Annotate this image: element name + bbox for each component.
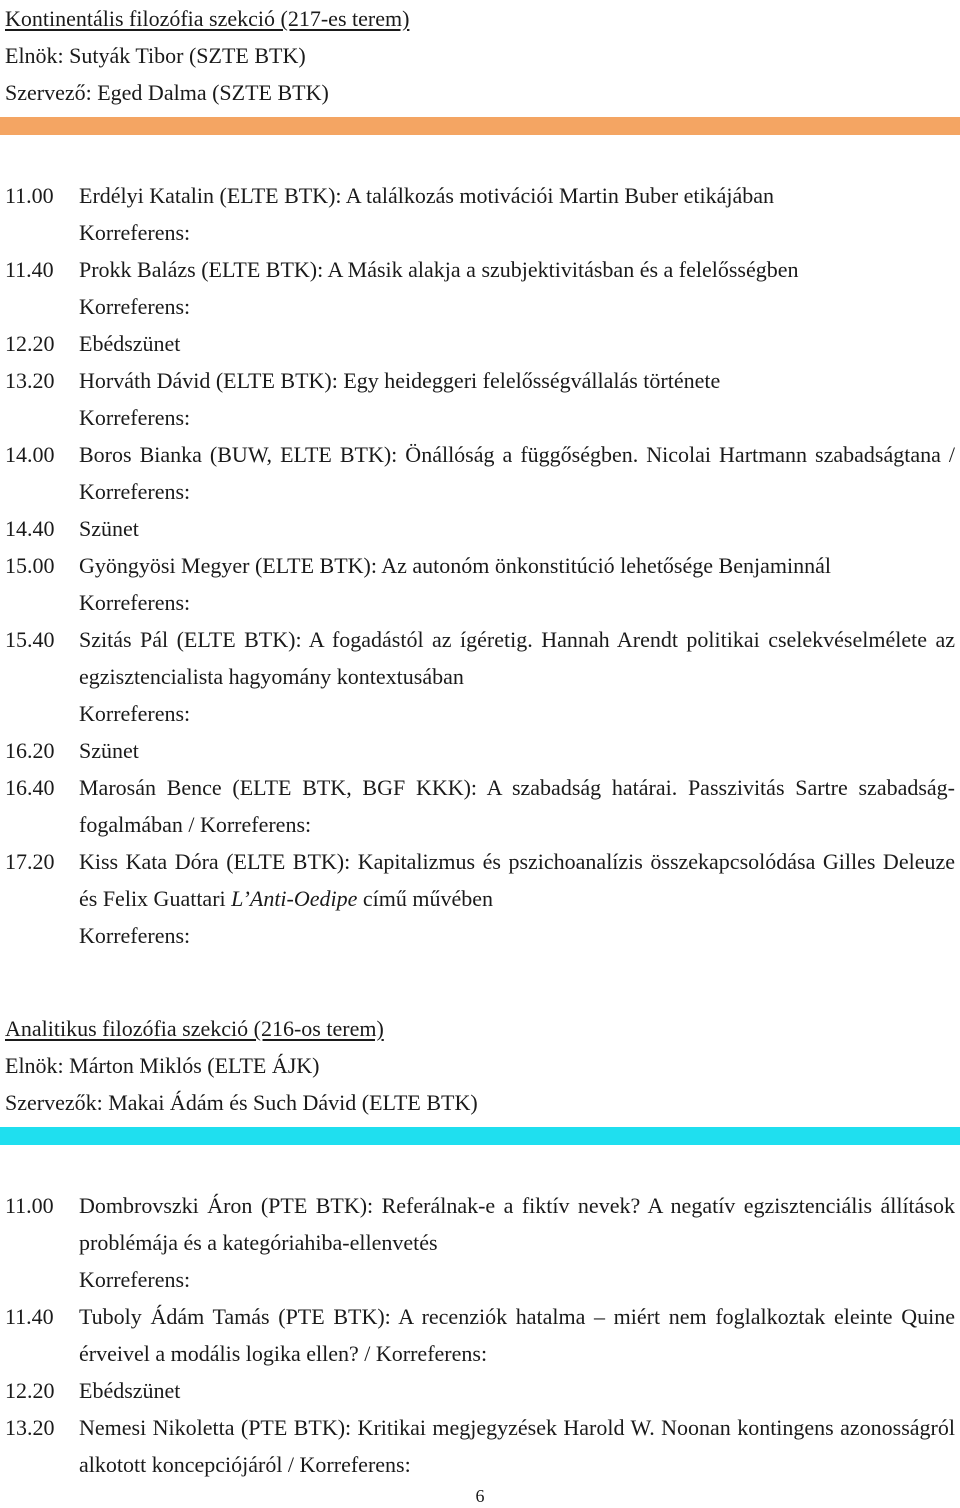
schedule-time: 13.20 [5, 368, 55, 393]
schedule-time: 15.00 [5, 553, 55, 578]
break-label: Ebédszünet [79, 1378, 181, 1403]
work-title: L’Anti-Oedipe [231, 886, 358, 911]
schedule-time: 11.00 [5, 1193, 54, 1218]
section-title: Analitikus filozófia szekció (216-os terem) [5, 1016, 384, 1041]
respondent-label: Korreferens: [79, 405, 191, 430]
schedule-item [0, 362, 960, 436]
talk-title-text: című művében [357, 886, 494, 911]
schedule-time: 13.20 [5, 1415, 55, 1440]
talk-title: Erdélyi Katalin (ELTE BTK): A találkozás motivációi Martin Buber etikájában [79, 183, 775, 208]
section-chair: Elnök: Márton Miklós (ELTE ÁJK) [5, 1053, 320, 1078]
schedule-item [0, 769, 960, 843]
schedule-list [0, 177, 960, 954]
schedule-item [0, 1187, 960, 1298]
talk-title: Szitás Pál (ELTE BTK): A fogadástól az ígéretig. Hannah Arendt politikai cselekvéselmélete az egzisztencialista hagyomány kontextusában [79, 627, 955, 689]
talk-title [79, 843, 955, 917]
schedule-time: 16.20 [5, 738, 55, 763]
schedule-item [0, 621, 960, 732]
schedule-time: 16.40 [5, 775, 55, 800]
talk-title: Boros Bianka (BUW, ELTE BTK): Önállóság a függőségben. Nicolai Hartmann szabadságtana / Korreferens: [79, 442, 955, 504]
break-label: Ebédszünet [79, 331, 181, 356]
schedule-item [0, 1372, 960, 1409]
schedule-time: 11.40 [5, 1304, 54, 1329]
talk-title: Nemesi Nikoletta (PTE BTK): Kritikai megjegyzések Harold W. Noonan kontingens azonosságról alkotott koncepciójáról / Korreferens: [79, 1415, 955, 1477]
schedule-item [0, 177, 960, 251]
schedule-item [0, 1298, 960, 1372]
schedule-item [0, 436, 960, 510]
schedule-list [0, 1187, 960, 1483]
respondent-label: Korreferens: [79, 701, 191, 726]
talk-title: Marosán Bence (ELTE BTK, BGF KKK): A szabadság határai. Passzivitás Sartre szabadság-fogalmában / Korreferens: [79, 775, 955, 837]
section-divider-bar [0, 1127, 960, 1145]
break-label: Szünet [79, 516, 139, 541]
schedule-item [0, 732, 960, 769]
respondent-label: Korreferens: [79, 220, 191, 245]
talk-title: Dombrovszki Áron (PTE BTK): Referálnak-e a fiktív nevek? A negatív egzisztenciális állítások problémája és a kategóriahiba-ellenvetés [79, 1193, 955, 1255]
schedule-item [0, 1409, 960, 1483]
schedule-item [0, 325, 960, 362]
schedule-time: 17.20 [5, 849, 55, 874]
section-title: Kontinentális filozófia szekció (217-es terem) [5, 6, 410, 31]
respondent-label: Korreferens: [79, 1267, 191, 1292]
schedule-time: 14.00 [5, 442, 55, 467]
section-analytic [0, 1010, 960, 1483]
talk-title: Tuboly Ádám Tamás (PTE BTK): A recenziók hatalma – miért nem foglalkoztak eleinte Quine érveivel a modális logika ellen? / Korreferens: [79, 1304, 955, 1366]
schedule-item [0, 510, 960, 547]
section-divider-bar [0, 117, 960, 135]
schedule-item [0, 547, 960, 621]
schedule-time: 14.40 [5, 516, 55, 541]
respondent-label: Korreferens: [79, 923, 191, 948]
talk-title: Gyöngyösi Megyer (ELTE BTK): Az autonóm önkonstitúció lehetősége Benjaminnál [79, 553, 831, 578]
schedule-item [0, 251, 960, 325]
section-chair: Elnök: Sutyák Tibor (SZTE BTK) [5, 43, 306, 68]
section-organizer: Szervező: Eged Dalma (SZTE BTK) [5, 80, 329, 105]
schedule-time: 15.40 [5, 627, 55, 652]
talk-title-text: Kiss Kata Dóra (ELTE BTK): Kapitalizmus és pszichoanalízis összekapcsolódása Gilles Deleuze és Felix Guattari [79, 849, 955, 911]
talk-title: Prokk Balázs (ELTE BTK): A Másik alakja a szubjektivitásban és a felelősségben [79, 257, 799, 282]
section-organizer: Szervezők: Makai Ádám és Such Dávid (ELTE BTK) [5, 1090, 478, 1115]
schedule-time: 12.20 [5, 331, 55, 356]
respondent-label: Korreferens: [79, 590, 191, 615]
break-label: Szünet [79, 738, 139, 763]
schedule-time: 12.20 [5, 1378, 55, 1403]
schedule-time: 11.00 [5, 183, 54, 208]
respondent-label: Korreferens: [79, 294, 191, 319]
talk-title: Horváth Dávid (ELTE BTK): Egy heideggeri felelősségvállalás története [79, 368, 721, 393]
schedule-item [0, 843, 960, 954]
page-number: 6 [475, 1486, 485, 1506]
schedule-time: 11.40 [5, 257, 54, 282]
